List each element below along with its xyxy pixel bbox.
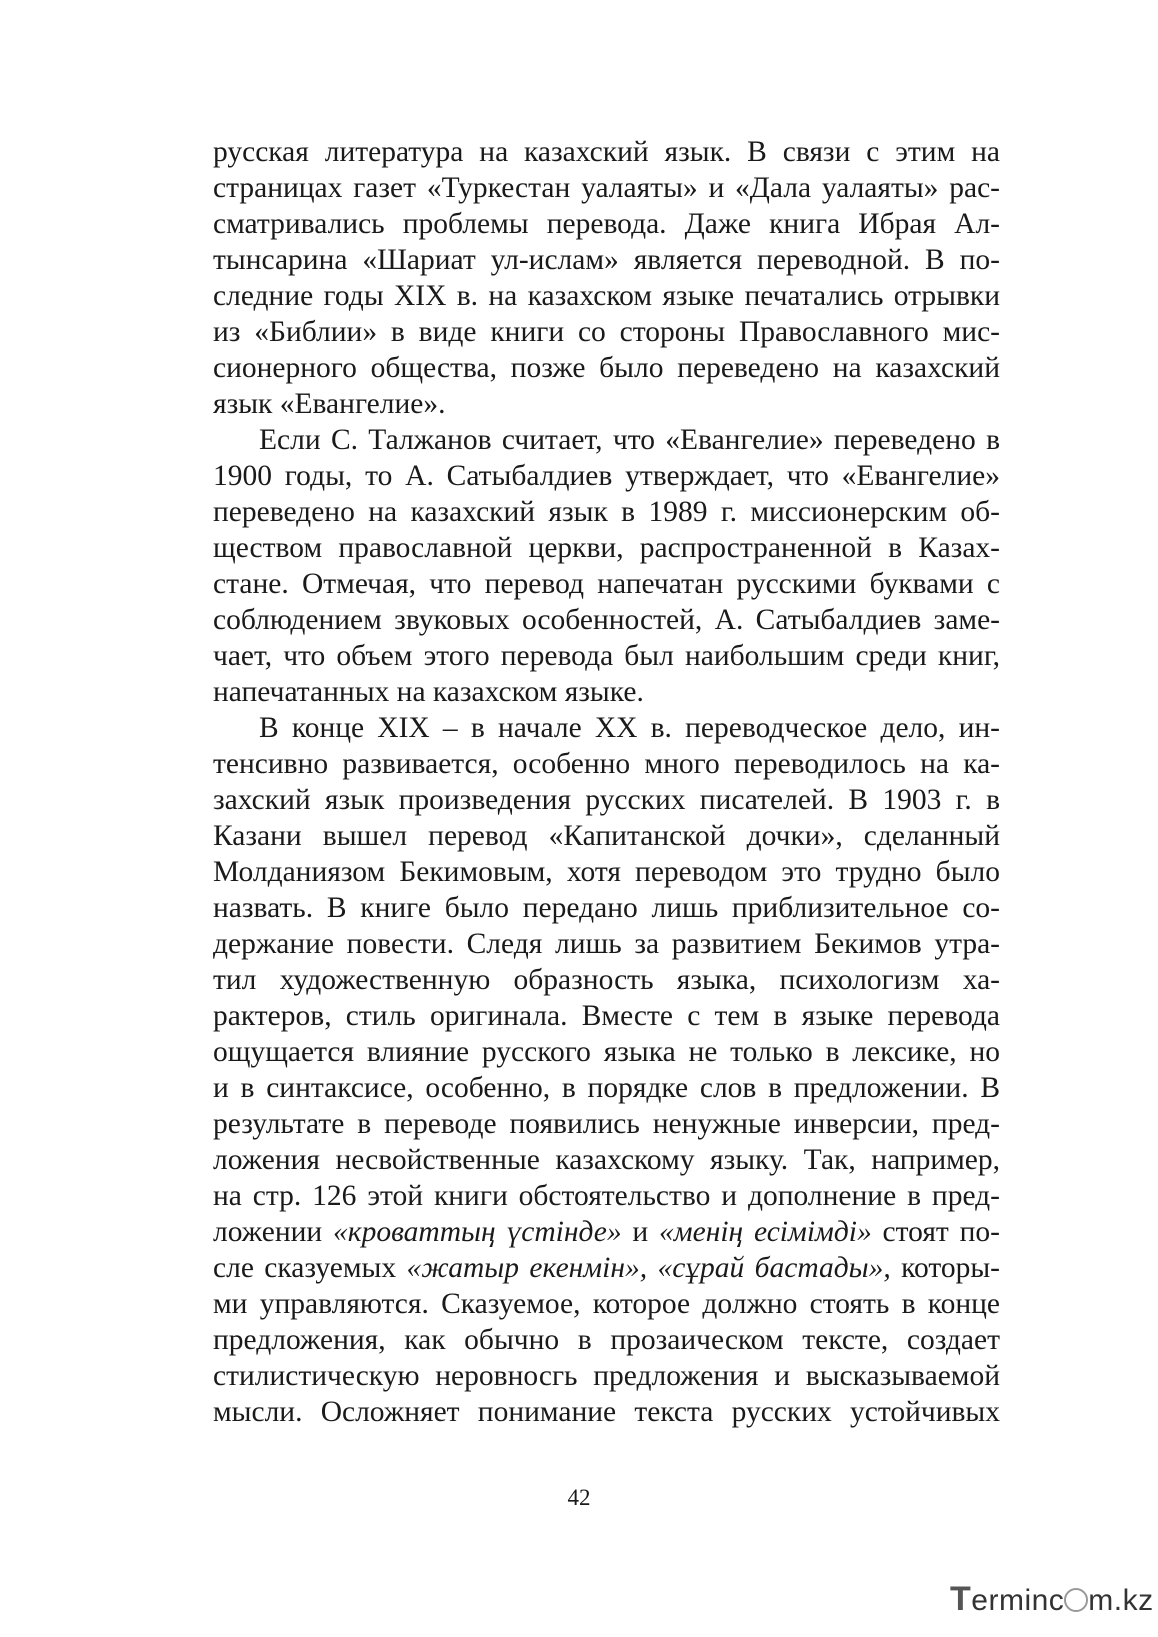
text-line: 1900 годы, то А. Сатыбалдиев утверждает, что «Евангелие»	[213, 460, 1000, 492]
text-line: предложения, как обычно в прозаическом тексте, создает	[213, 1324, 1000, 1356]
text-run: которы-	[890, 1252, 1000, 1284]
text-run: и	[621, 1216, 660, 1248]
text-run: сле сказуемых	[213, 1252, 407, 1284]
watermark-text: erminc	[971, 1584, 1065, 1617]
text-line: на стр. 126 этой книги обстоятельство и дополнение в пред-	[213, 1180, 1000, 1212]
text-line-with-italic	[213, 1250, 1000, 1286]
italic-quote: «менің есімімді»	[659, 1216, 872, 1248]
text-line: язык «Евангелие».	[213, 388, 446, 420]
text-line: результате в переводе появились ненужные инверсии, пред-	[213, 1108, 1000, 1140]
text-line: ми управляются. Сказуемое, которое должно стоять в конце	[213, 1288, 1000, 1320]
text-line: В конце XIX – в начале XX в. переводческое дело, ин-	[259, 712, 1000, 744]
text-line: держание повести. Следя лишь за развитием Бекимов утра-	[213, 928, 1000, 960]
text-line: страницах газет «Туркестан уалаяты» и «Дала уалаяты» рас-	[213, 172, 1000, 204]
text-line: ществом православной церкви, распространенной в Казах-	[213, 532, 1000, 564]
text-line: переведено на казахский язык в 1989 г. миссионерским об-	[213, 496, 1000, 528]
watermark-logo	[950, 1580, 1154, 1620]
text-line: напечатанных на казахском языке.	[213, 676, 644, 708]
watermark-initial: T	[950, 1580, 972, 1618]
text-line: тынсарина «Шариат ул-ислам» является переводной. В по-	[213, 244, 1000, 276]
text-line: следние годы XIX в. на казахском языке печатались отрывки	[213, 280, 1000, 312]
magnifier-icon	[1064, 1588, 1088, 1612]
italic-quote: «жатыр екенмін», «сұрай бастады»,	[406, 1252, 891, 1284]
text-line: мысли. Осложняет понимание текста русских устойчивых	[213, 1396, 1000, 1428]
text-line: чает, что объем этого перевода был наибольшим среди книг,	[213, 640, 1000, 672]
text-line: ощущается влияние русского языка не только в лексике, но	[213, 1036, 1000, 1068]
paragraph-1	[213, 134, 1000, 422]
text-line: ложения несвойственные казахскому языку. Так, например,	[213, 1144, 1000, 1176]
text-line: из «Библии» в виде книги со стороны Православного мис-	[213, 316, 1000, 348]
page-number: 42	[567, 1485, 591, 1510]
paragraph-2	[213, 422, 1000, 710]
text-line: Если С. Талжанов считает, что «Евангелие» переведено в	[259, 424, 1000, 456]
text-line: Молданиязом Бекимовым, хотя переводом это трудно было	[213, 856, 1000, 888]
text-run: стоят по-	[871, 1216, 1000, 1248]
text-line: назвать. В книге было передано лишь приблизительное со-	[213, 892, 1000, 924]
text-line: рактеров, стиль оригинала. Вместе с тем в языке перевода	[213, 1000, 1000, 1032]
italic-quote: «кроваттың үстінде»	[333, 1216, 622, 1248]
text-run: ложении	[213, 1216, 334, 1248]
text-line-with-italic	[213, 1214, 1000, 1250]
page-body	[213, 134, 1000, 1430]
text-line: тенсивно развивается, особенно много переводилось на ка-	[213, 748, 1000, 780]
paragraph-3	[213, 710, 1000, 1430]
text-line: тил художественную образность языка, психологизм ха-	[213, 964, 1000, 996]
text-line: стилистическую неровносгь предложения и высказываемой	[213, 1360, 1000, 1392]
watermark-domain: m.kz	[1088, 1584, 1154, 1617]
text-line: русская литература на казахский язык. В связи с этим на	[213, 136, 1000, 168]
text-line: сматривались проблемы перевода. Даже книга Ибрая Ал-	[213, 208, 1000, 240]
text-line: сионерного общества, позже было переведено на казахский	[213, 352, 1000, 384]
text-line: захский язык произведения русских писателей. В 1903 г. в	[213, 784, 1000, 816]
text-line: Казани вышел перевод «Капитанской дочки», сделанный	[213, 820, 1000, 852]
text-line: и в синтаксисе, особенно, в порядке слов в предложении. В	[213, 1072, 1000, 1104]
text-line: соблюдением звуковых особенностей, А. Сатыбалдиев заме-	[213, 604, 1000, 636]
text-line: стане. Отмечая, что перевод напечатан русскими буквами с	[213, 568, 1000, 600]
